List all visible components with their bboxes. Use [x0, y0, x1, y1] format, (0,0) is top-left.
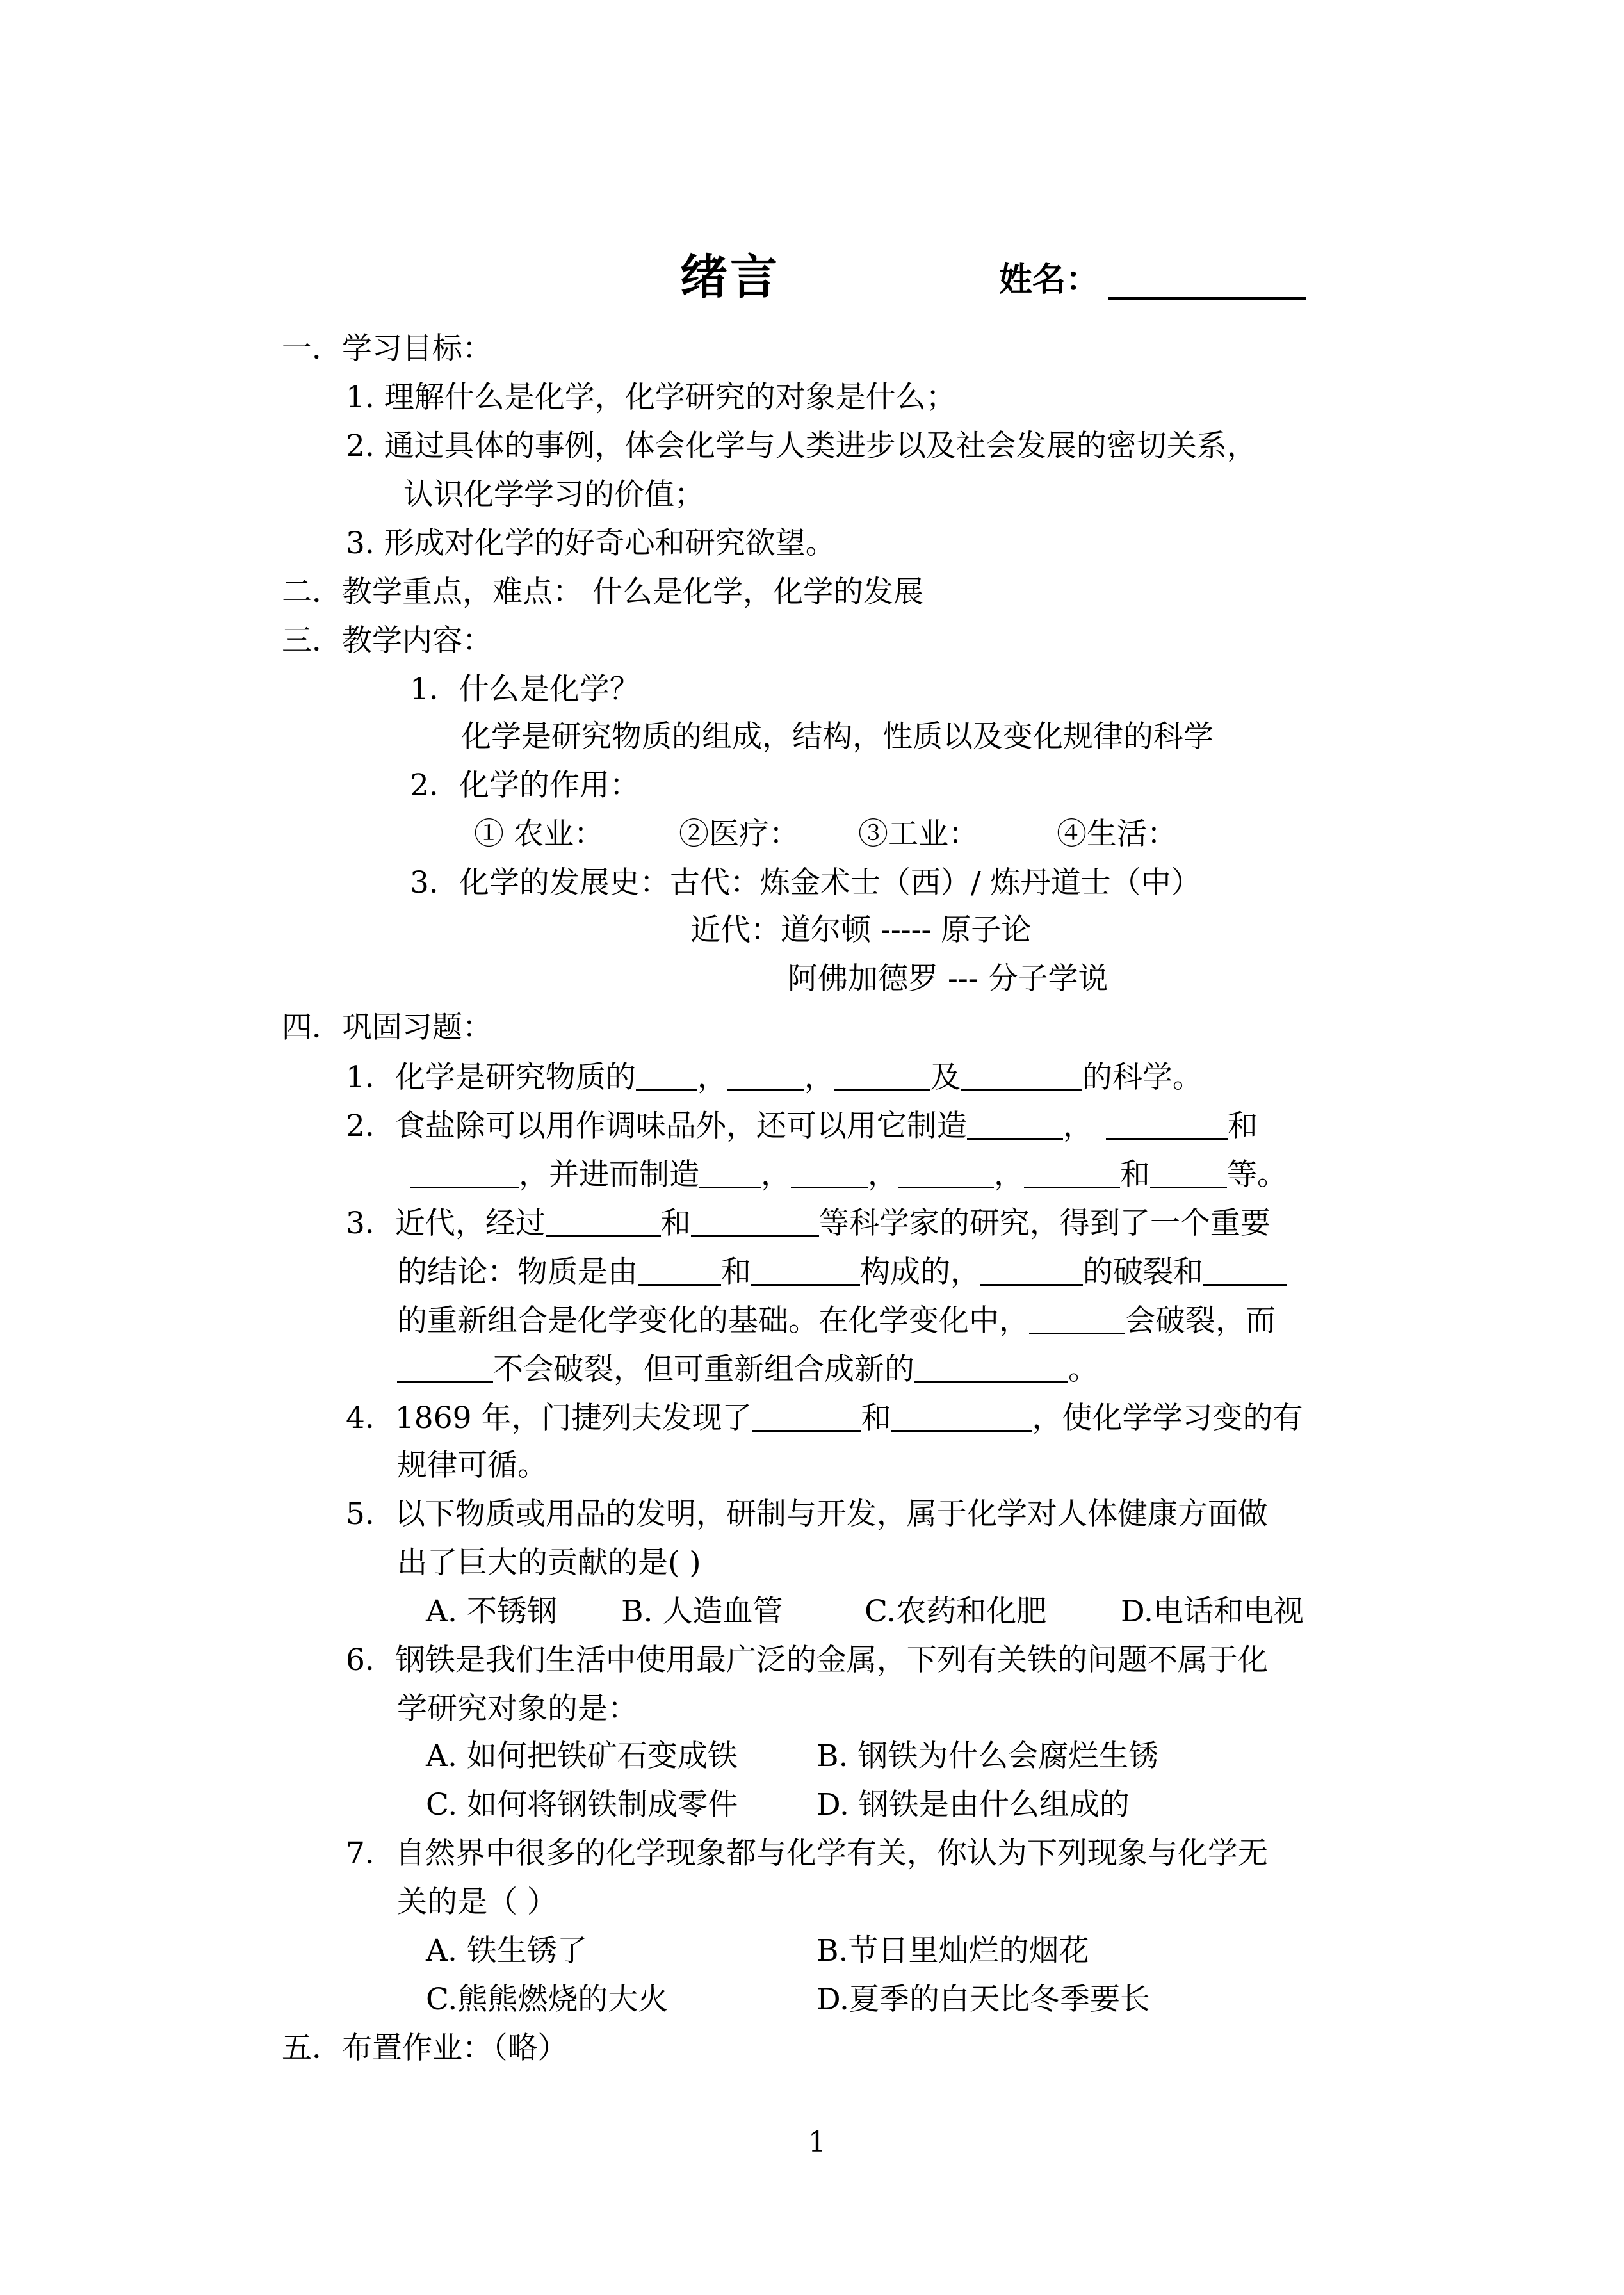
blank[interactable]: [898, 1158, 994, 1188]
use-agriculture: ① 农业：: [474, 816, 604, 852]
name-label: 姓名：: [999, 260, 1100, 299]
name-blank-line: [1108, 297, 1306, 300]
exercise-5-option-a: A. 不锈钢: [426, 1594, 557, 1629]
blank[interactable]: [891, 1402, 1032, 1432]
history-modern-dalton: 近代：道尔顿 ----- 原子论: [690, 912, 1032, 948]
exercise-5-option-d: D.电话和电视: [1121, 1594, 1304, 1629]
exercise-4-line-2: 规律可循。: [397, 1448, 548, 1483]
content-q2: 2．化学的作用：: [410, 768, 640, 803]
exercise-3-line-4: 不会破裂，但可重新组合成新的 。: [397, 1349, 1098, 1389]
blank[interactable]: [914, 1353, 1068, 1383]
exercise-7-option-a: A. 铁生锈了: [426, 1933, 587, 1968]
content-q1: 1．什么是化学？: [410, 672, 640, 707]
blank[interactable]: [691, 1207, 819, 1237]
blank[interactable]: [638, 1256, 721, 1286]
exercise-3-line-1: 3．近代，经过 和 等科学家的研究，得到了一个重要: [346, 1206, 1271, 1241]
exercise-7-line-2: 关的是（ ）: [397, 1885, 557, 1920]
exercise-5-option-c: C.农药和化肥: [865, 1594, 1047, 1629]
blank[interactable]: [546, 1207, 661, 1237]
exercise-2-line-1: 2．食盐除可以用作调味品外，还可以用它制造 ， 和: [346, 1108, 1258, 1144]
exercise-4-line-1: 4．1869 年，门捷列夫发现了 和 ，使化学学习变的有: [346, 1400, 1303, 1436]
blank[interactable]: [1150, 1158, 1227, 1188]
exercise-1: 1．化学是研究物质的 ， ， 及 的科学。: [346, 1060, 1203, 1095]
blank[interactable]: [751, 1256, 860, 1286]
exercise-7-option-c: C.熊熊燃烧的大火: [426, 1982, 669, 2017]
page-number: 1: [808, 2126, 826, 2159]
section-5-heading: 五．布置作业：（略）: [282, 2031, 568, 2066]
exercise-7-option-b: B.节日里灿烂的烟花: [816, 1933, 1089, 1968]
objective-3: 3. 形成对化学的好奇心和研究欲望。: [346, 526, 836, 561]
blank[interactable]: [397, 1353, 493, 1383]
content-q1-answer: 化学是研究物质的组成，结构，性质以及变化规律的科学: [461, 719, 1214, 754]
exercise-6-line-1: 6．钢铁是我们生活中使用最广泛的金属，下列有关铁的问题不属于化: [346, 1642, 1268, 1678]
section-1-heading: 一．学习目标：: [282, 331, 492, 366]
blank[interactable]: [961, 1061, 1082, 1091]
objective-1: 1. 理解什么是化学，化学研究的对象是什么；: [346, 380, 956, 415]
exercise-6-option-c: C. 如何将钢铁制成零件: [426, 1787, 738, 1822]
use-medical: ②医疗：: [679, 816, 799, 852]
blank[interactable]: [636, 1061, 697, 1091]
blank[interactable]: [967, 1110, 1063, 1140]
blank[interactable]: [699, 1158, 761, 1188]
exercise-3-line-2: 的结论：物质是由 和 构成的， 的破裂和: [397, 1252, 1287, 1292]
blank[interactable]: [752, 1402, 861, 1432]
exercise-6-line-2: 学研究对象的是：: [397, 1691, 638, 1726]
blank[interactable]: [980, 1256, 1083, 1286]
section-2-heading: 二．教学重点，难点： 什么是化学，化学的发展: [282, 574, 923, 610]
blank[interactable]: [1203, 1256, 1287, 1286]
section-3-heading: 三．教学内容：: [282, 623, 492, 658]
blank[interactable]: [834, 1061, 930, 1091]
use-industry: ③工业：: [858, 816, 978, 852]
exercise-3-line-3: 的重新组合是化学变化的基础。在化学变化中， 会破裂，而: [397, 1303, 1276, 1338]
blank[interactable]: [1106, 1110, 1228, 1140]
exercise-2-line-2: ，并进而制造 ， ， ， 和 等。: [410, 1155, 1287, 1194]
section-4-heading: 四．巩固习题：: [282, 1010, 492, 1045]
exercise-6-option-d: D. 钢铁是由什么组成的: [816, 1787, 1130, 1822]
page-title: 绪言: [680, 250, 780, 305]
exercise-6-option-a: A. 如何把铁矿石变成铁: [426, 1739, 738, 1774]
objective-2: 2. 通过具体的事例，体会化学与人类进步以及社会发展的密切关系，: [346, 428, 1257, 464]
exercise-5-line-1: 5．以下物质或用品的发明，研制与开发，属于化学对人体健康方面做: [346, 1496, 1268, 1532]
history-modern-avogadro: 阿佛加德罗 --- 分子学说: [788, 961, 1108, 996]
blank[interactable]: [410, 1158, 519, 1188]
exercise-5-line-2: 出了巨大的贡献的是( ): [397, 1545, 701, 1580]
use-life: ④生活：: [1057, 816, 1177, 852]
exercise-6-option-b: B. 钢铁为什么会腐烂生锈: [816, 1739, 1159, 1774]
blank[interactable]: [791, 1158, 868, 1188]
blank[interactable]: [727, 1061, 804, 1091]
exercise-5-option-b: B. 人造血管: [621, 1594, 783, 1629]
exercise-7-option-d: D.夏季的白天比冬季要长: [816, 1982, 1150, 2017]
blank[interactable]: [1029, 1304, 1125, 1334]
exercise-7-line-1: 7．自然界中很多的化学现象都与化学有关，你认为下列现象与化学无: [346, 1836, 1268, 1871]
objective-2-continued: 认识化学学习的价值；: [403, 477, 704, 512]
blank[interactable]: [1024, 1158, 1120, 1188]
content-q3: 3．化学的发展史：古代：炼金术士（西）/ 炼丹道士（中）: [410, 865, 1201, 900]
